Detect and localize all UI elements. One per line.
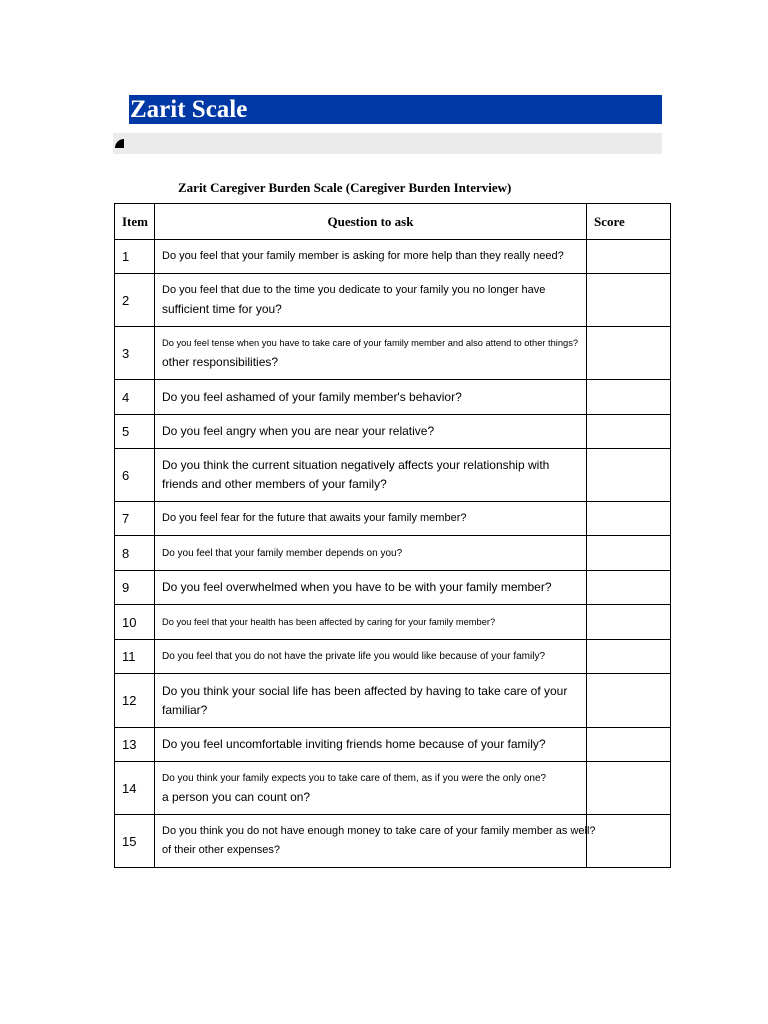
question-text: Do you feel that you do not have the private life you would like because of your family?: [155, 640, 587, 674]
item-number: 12: [115, 674, 155, 728]
page-title: Zarit Scale: [129, 95, 662, 124]
item-number: 14: [115, 762, 155, 815]
table-row: [115, 674, 671, 728]
header-item: Item: [115, 204, 155, 240]
table-row: [115, 380, 671, 415]
corner-mark-icon: [115, 139, 124, 148]
question-text: Do you think your family expects you to take care of them, as if you were the only one? a person you can count on?: [155, 762, 587, 815]
question-text: Do you feel that due to the time you dedicate to your family you no longer have sufficient time for you?: [155, 274, 587, 327]
question-text: Do you feel uncomfortable inviting friends home because of your family?: [155, 728, 587, 762]
question-text: Do you feel angry when you are near your relative?: [155, 415, 587, 449]
score-cell[interactable]: [587, 274, 671, 327]
score-cell[interactable]: [587, 502, 671, 536]
table-row: [115, 762, 671, 815]
table-row: [115, 536, 671, 571]
item-number: 3: [115, 327, 155, 380]
item-number: 9: [115, 571, 155, 605]
score-cell[interactable]: [587, 728, 671, 762]
score-cell[interactable]: [587, 605, 671, 640]
table-row: [115, 605, 671, 640]
item-number: 11: [115, 640, 155, 674]
score-cell[interactable]: [587, 380, 671, 415]
table-row: [115, 571, 671, 605]
item-number: 6: [115, 449, 155, 502]
item-number: 8: [115, 536, 155, 571]
question-text: Do you think the current situation negatively affects your relationship with friends and other members of your family?: [155, 449, 587, 502]
header-score: Score: [587, 204, 671, 240]
question-text: Do you feel overwhelmed when you have to be with your family member?: [155, 571, 587, 605]
score-cell[interactable]: [587, 762, 671, 815]
table-row: [115, 449, 671, 502]
table-row: [115, 327, 671, 380]
score-cell[interactable]: [587, 640, 671, 674]
table-row: [115, 502, 671, 536]
question-text: Do you feel fear for the future that awaits your family member?: [155, 502, 587, 536]
score-cell[interactable]: [587, 240, 671, 274]
score-cell[interactable]: [587, 449, 671, 502]
item-number: 4: [115, 380, 155, 415]
table-caption: Zarit Caregiver Burden Scale (Caregiver Burden Interview): [178, 180, 512, 195]
question-text: Do you feel that your health has been affected by caring for your family member?: [155, 605, 587, 640]
question-text: Do you feel tense when you have to take care of your family member and also attend to other things? other responsibilities?: [155, 327, 587, 380]
score-cell[interactable]: [587, 674, 671, 728]
questions-table: [114, 203, 671, 868]
score-cell[interactable]: [587, 536, 671, 571]
question-text: Do you feel that your family member is asking for more help than they really need?: [155, 240, 587, 274]
table-header-row: [115, 204, 671, 240]
item-number: 13: [115, 728, 155, 762]
question-text: Do you think you do not have enough money to take care of your family member as well? of their other expenses?: [155, 815, 587, 868]
item-number: 7: [115, 502, 155, 536]
score-cell[interactable]: [587, 327, 671, 380]
question-text: Do you feel that your family member depends on you?: [155, 536, 587, 571]
score-cell[interactable]: [587, 815, 671, 868]
table-row: [115, 240, 671, 274]
score-cell[interactable]: [587, 571, 671, 605]
item-number: 5: [115, 415, 155, 449]
item-number: 15: [115, 815, 155, 868]
table-row: [115, 728, 671, 762]
question-text: Do you think your social life has been affected by having to take care of your familiar?: [155, 674, 587, 728]
table-row: [115, 640, 671, 674]
section-bar: [113, 133, 662, 154]
item-number: 10: [115, 605, 155, 640]
table-row: [115, 274, 671, 327]
table-row: [115, 815, 671, 868]
question-text: Do you feel ashamed of your family member's behavior?: [155, 380, 587, 415]
item-number: 2: [115, 274, 155, 327]
table-row: [115, 415, 671, 449]
score-cell[interactable]: [587, 415, 671, 449]
header-question: Question to ask: [155, 204, 587, 240]
item-number: 1: [115, 240, 155, 274]
